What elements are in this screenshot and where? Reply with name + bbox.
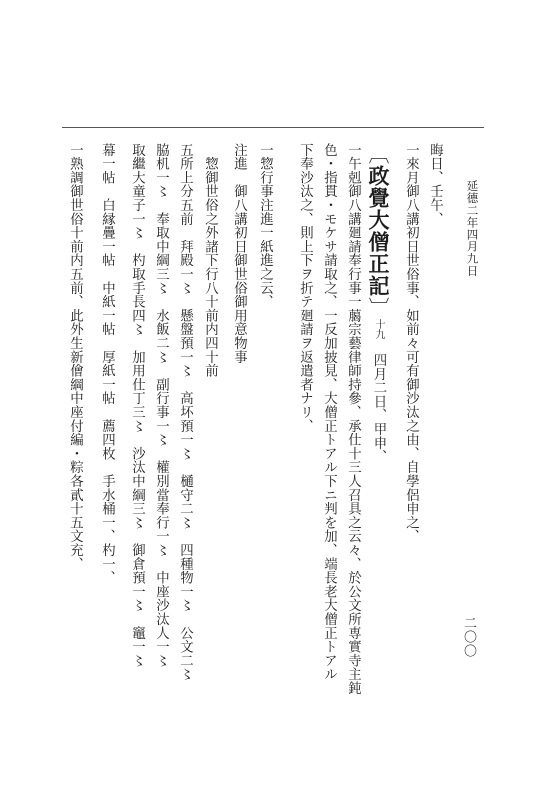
diary-title-note: 十九 [373,319,384,340]
text-line-12: 幕一帖 白縁疊一帖 中紙一帖 厚紙一帖 薦四枚 手水桶一、杓一、 [99,143,115,585]
text-line-10: 脇机一〻 奉取中綱三〻 水飯二〻 副行事一〻 權別當奉行一〻 中座沙汰人一〻 [153,143,169,668]
diary-title [367,143,389,319]
title-open-bracket: 〔 [366,143,390,165]
diary-title-after: 四月二日、甲申、 [371,339,386,464]
title-close-bracket: 〕 [366,297,390,319]
text-line-3: 一午剋御八講廻請奉行事一﨟宗藝律師持參、承仕十三人召具之云々、於公文所専實寺主鈍 [345,143,361,695]
text-line-11: 取繼大童子一〻 杓取手長四〻 加用仕丁三〻 沙汰中綱三〻 御倉預一〻 竈一〻 [129,143,145,668]
text-line-13: 一熟調御世俗十前内五前、此外生新儈綱中座付編・粽各貳十五文充、 [67,143,83,571]
page-number: 二〇〇 [461,616,476,658]
diary-title-text: 政覺大僧正記 [366,165,391,297]
page-date-header: 延德二年四月九日 [465,180,480,277]
text-line-6: 一惣行事注進一紙進之云、 [257,143,273,309]
diary-title-line [367,143,389,464]
text-line-1: 晦日、壬午、 [427,143,443,226]
text-line-2: 一來月御八講初日世俗事、如前々可有御沙汰之由、自學侶申之、 [403,143,419,544]
text-line-4: 色・指貫・モケサ請取之、一反加披見、大僧正トアル下ニ判を加、端長老大僧正トアル [321,143,337,682]
text-line-9: 五所上分五前 拜殿一〻 懸盤預一〻 高坏預一〻 樋守二〻 四種物一〻 公文二〻 [177,143,193,682]
header-rule [62,127,484,128]
text-line-5: 下奉沙汰之、則上下ヲ折テ廻請ヲ返遣者ナリ、 [297,143,313,433]
text-line-8: 惣御世俗之外諸下行八十前内四十前 [202,143,218,378]
text-line-7: 注進 御八講初日御世俗御用意物事 [231,143,247,364]
